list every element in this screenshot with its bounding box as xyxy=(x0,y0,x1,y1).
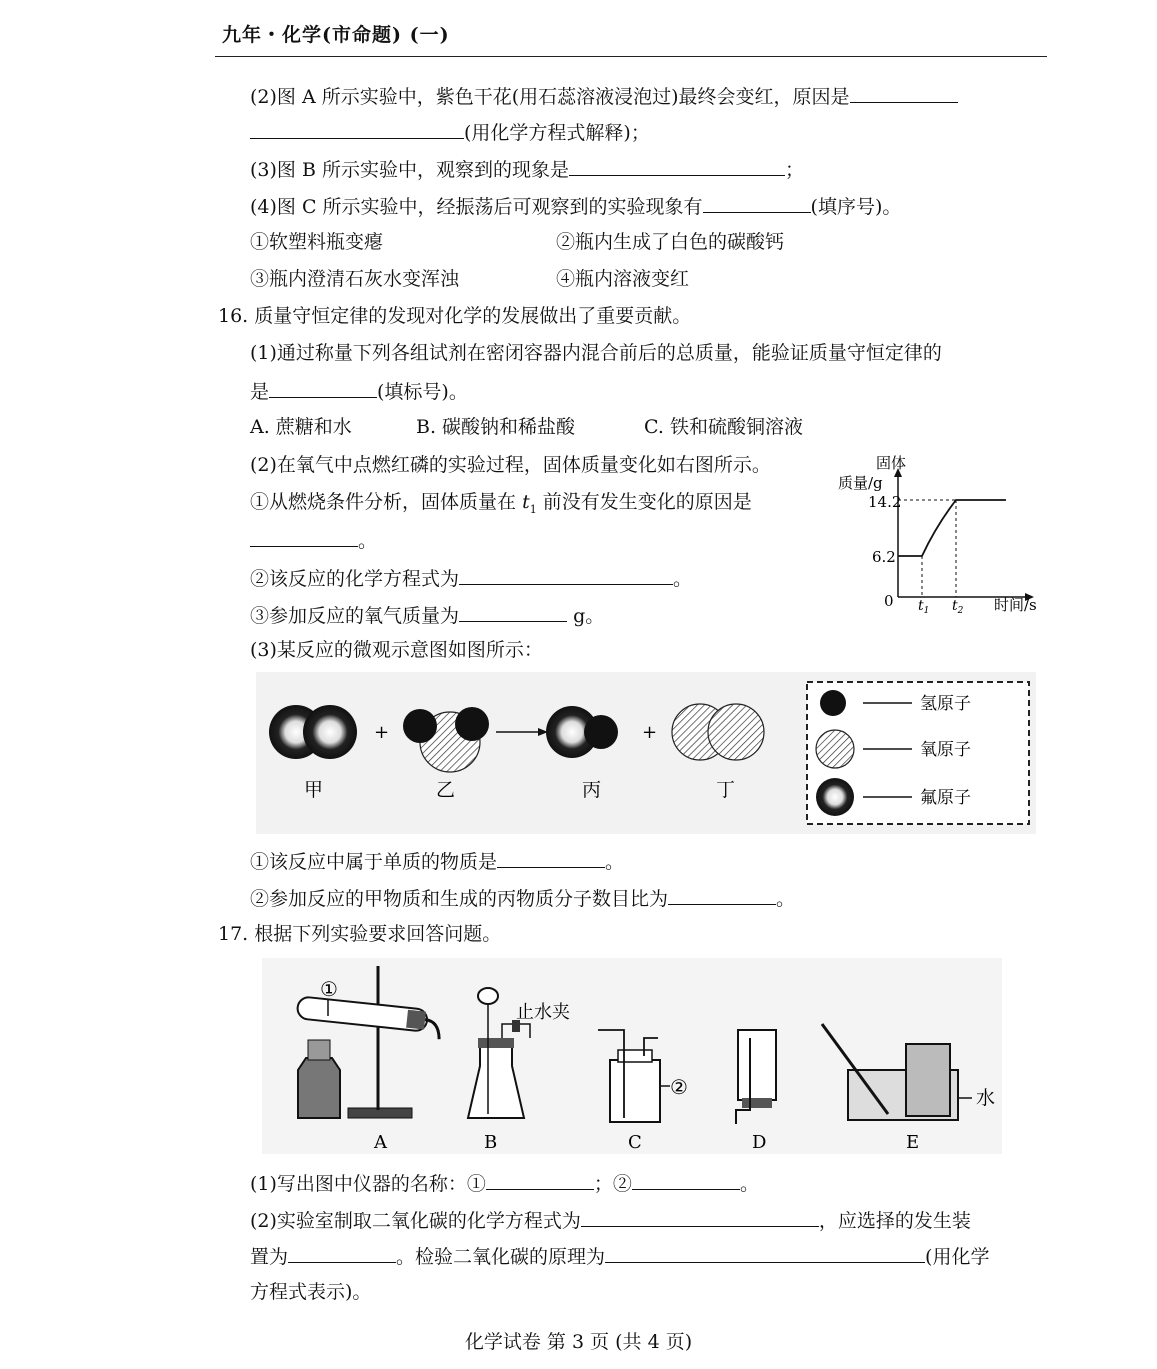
answer-blank[interactable] xyxy=(288,1244,396,1263)
q17-part1-text: (1)写出图中仪器的名称：① xyxy=(250,1173,486,1195)
graph-t1: $t_1$ xyxy=(918,598,930,616)
q17-part1-end: 。 xyxy=(739,1173,759,1195)
label-c: C xyxy=(628,1132,642,1153)
mark-2: ② xyxy=(670,1075,688,1099)
q17-part2-text-c: 置为 xyxy=(250,1246,289,1268)
q16-part3-sub1 xyxy=(250,849,624,873)
q17-part2-text: (2)实验室制取二氧化碳的化学方程式为 xyxy=(250,1210,581,1232)
funnel-bulb xyxy=(478,988,498,1004)
q15-part2-text-end: (用化学方程式解释)； xyxy=(464,122,650,144)
q16-part2: (2)在氧气中点燃红磷的实验过程，固体质量变化如右图所示。 xyxy=(250,454,771,476)
legend-fluorine-label: 氟原子 xyxy=(920,788,971,808)
q16-part2-sub2-end: 。 xyxy=(673,568,693,590)
q16-part2-sub3-text: ③参加反应的氧气质量为 xyxy=(250,605,460,627)
q17-part2-line3: 方程式表示)。 xyxy=(250,1281,372,1303)
micro-reaction-diagram xyxy=(256,672,1036,834)
q16-part2-sub1-end: 。 xyxy=(358,530,378,552)
legend-oxygen-icon xyxy=(816,730,854,768)
graph-xlabel: 时间/s xyxy=(994,596,1037,614)
q17-part2-text-e: (用化学 xyxy=(925,1246,990,1268)
q15-part2-line1 xyxy=(250,84,958,108)
q15-part3-text: (3)图 B 所示实验中，观察到的现象是 xyxy=(250,159,569,181)
stand-base xyxy=(348,1108,412,1118)
graph-ylabel-2: 质量/g xyxy=(838,474,883,492)
q17-stem: 17. 根据下列实验要求回答问题。 xyxy=(218,923,502,945)
q16-part3-sub2 xyxy=(250,886,795,910)
q16-part3-sub1-text: ①该反应中属于单质的物质是 xyxy=(250,851,498,873)
graph-t2: $t_2$ xyxy=(952,598,964,616)
page-header: 九年・化学(市命题) (一) xyxy=(222,24,450,46)
q17-part1 xyxy=(250,1171,759,1195)
q16-part1-end: (填标号)。 xyxy=(377,381,468,403)
q17-part2-text-b: ，应选择的发生装 xyxy=(818,1210,971,1232)
label-d: D xyxy=(752,1132,767,1153)
t1-symbol: t xyxy=(522,491,530,513)
q16-part2-sub1-text-b: 前没有发生变化的原因是 xyxy=(542,491,752,513)
q17-part2-line1 xyxy=(250,1208,971,1232)
t1-subscript: 1 xyxy=(529,502,537,516)
q16-part2-sub2-text: ②该反应的化学方程式为 xyxy=(250,568,460,590)
q16-part1-line1: (1)通过称量下列各组试剂在密闭容器内混合前后的总质量，能验证质量守恒定律的 xyxy=(250,342,942,364)
q17-part1-mid: ；② xyxy=(593,1173,632,1195)
answer-blank[interactable] xyxy=(850,84,958,103)
answer-blank[interactable] xyxy=(486,1171,594,1190)
legend-fluorine-icon xyxy=(816,778,854,816)
q16-part2-sub1-text: ①从燃烧条件分析，固体质量在 xyxy=(250,491,517,513)
fluorine-atom xyxy=(303,705,357,759)
q16-part2-sub2 xyxy=(250,566,692,590)
label-ding: 丁 xyxy=(716,779,736,801)
label-jia: 甲 xyxy=(304,779,324,801)
graph-ylabel-1: 固体 xyxy=(876,454,907,472)
answer-blank[interactable] xyxy=(250,528,358,547)
legend-hydrogen-label: 氢原子 xyxy=(920,694,971,714)
q15-part3 xyxy=(250,157,804,181)
q16-part3-sub1-end: 。 xyxy=(605,851,625,873)
label-yi: 乙 xyxy=(436,779,456,801)
q15-part4-text: (4)图 C 所示实验中，经振荡后可观察到的实验现象有 xyxy=(250,196,703,218)
bottle-mouth xyxy=(742,1098,772,1108)
q16-part2-sub3 xyxy=(250,603,604,627)
q17-part2-text-d: 。检验二氧化碳的原理为 xyxy=(396,1246,606,1268)
answer-blank[interactable] xyxy=(497,849,605,868)
q15-part2-line2 xyxy=(250,120,650,144)
q17-part2-line2 xyxy=(250,1244,989,1268)
answer-blank[interactable] xyxy=(581,1208,819,1227)
mass-time-graph xyxy=(834,452,1048,618)
q16-part1-text: 是 xyxy=(250,381,270,403)
answer-blank[interactable] xyxy=(632,1171,740,1190)
gas-bottle xyxy=(610,1060,660,1122)
flask-stopper xyxy=(478,1038,514,1048)
q16-option-c: C. 铁和硫酸铜溶液 xyxy=(644,416,803,438)
q16-part3-sub2-text: ②参加反应的甲物质和生成的丙物质分子数目比为 xyxy=(250,888,669,910)
answer-blank[interactable] xyxy=(250,120,464,139)
q16-stem: 16. 质量守恒定律的发现对化学的发展做出了重要贡献。 xyxy=(218,305,692,327)
answer-blank[interactable] xyxy=(459,603,567,622)
label-b: B xyxy=(484,1132,498,1153)
lab-apparatus-figure xyxy=(262,958,1002,1154)
label-a: A xyxy=(374,1132,387,1153)
answer-blank[interactable] xyxy=(569,157,785,176)
plus-sign: + xyxy=(642,722,658,743)
inverted-bottle xyxy=(738,1030,776,1100)
hydrogen-atom xyxy=(584,715,618,749)
q15-option-2: ②瓶内生成了白色的碳酸钙 xyxy=(556,231,785,253)
q15-part4-end: (填序号)。 xyxy=(810,196,902,218)
answer-blank[interactable] xyxy=(269,379,377,398)
clamp-label: 止水夹 xyxy=(516,1002,570,1023)
q15-part3-end: ； xyxy=(784,159,804,181)
q16-part2-sub1-blank xyxy=(250,528,377,552)
water-label: 水 xyxy=(976,1087,996,1109)
oxygen-atom xyxy=(708,704,764,760)
hydrogen-atom xyxy=(455,707,489,741)
stopper xyxy=(406,1010,426,1030)
label-bing: 丙 xyxy=(582,779,602,801)
graph-y-low: 6.2 xyxy=(872,548,896,566)
bottle-neck xyxy=(618,1050,652,1062)
q15-option-4: ④瓶内溶液变红 xyxy=(556,268,690,290)
graph-curve xyxy=(898,500,1006,556)
q16-part3: (3)某反应的微观示意图如图所示： xyxy=(250,639,543,661)
q16-option-b: B. 碳酸钠和稀盐酸 xyxy=(416,416,576,438)
collecting-bottle xyxy=(906,1044,950,1116)
graph-y-high: 14.2 xyxy=(868,493,902,511)
plus-sign: + xyxy=(374,722,390,743)
q16-option-a: A. 蔗糖和水 xyxy=(250,416,352,438)
legend-oxygen-label: 氧原子 xyxy=(920,740,971,760)
q16-part1-line2 xyxy=(250,379,468,403)
q15-part4 xyxy=(250,194,901,218)
legend-hydrogen-icon xyxy=(820,690,846,716)
alcohol-lamp xyxy=(298,1058,340,1118)
graph-origin: 0 xyxy=(884,592,894,610)
lamp-cap xyxy=(308,1040,330,1060)
answer-blank[interactable] xyxy=(605,1244,925,1263)
page-footer: 化学试卷 第 3 页 (共 4 页) xyxy=(464,1331,693,1353)
header-rule xyxy=(215,56,1047,57)
q15-option-1: ①软塑料瓶变瘪 xyxy=(250,231,384,253)
answer-blank[interactable] xyxy=(668,886,776,905)
q15-option-3: ③瓶内澄清石灰水变浑浊 xyxy=(250,268,460,290)
q16-part2-sub3-end: g。 xyxy=(573,605,605,627)
answer-blank[interactable] xyxy=(703,194,811,213)
q16-part2-sub1 xyxy=(250,491,752,521)
mark-1: ① xyxy=(320,977,338,1001)
hydrogen-atom xyxy=(403,709,437,743)
label-e: E xyxy=(906,1132,920,1153)
q15-part2-text: (2)图 A 所示实验中，紫色干花(用石蕊溶液浸泡过)最终会变红，原因是 xyxy=(250,86,850,108)
q16-part3-sub2-end: 。 xyxy=(776,888,796,910)
answer-blank[interactable] xyxy=(459,566,673,585)
